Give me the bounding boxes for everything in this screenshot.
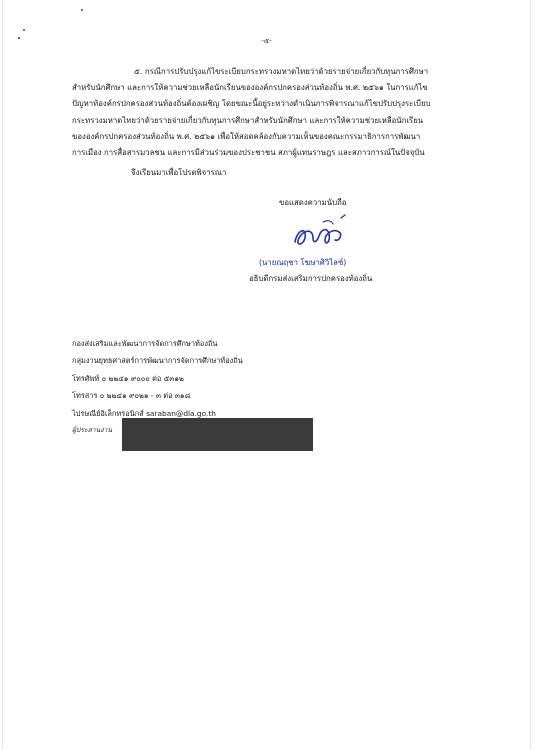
page-right-edge	[530, 0, 531, 750]
paragraph-line: ขององค์กรปกครองส่วนท้องถิ่น พ.ศ. ๒๕๖๑ เพื่อให้สอดคล้องกับความเห็นของคณะกรรมาธิการการพัฒนา	[72, 131, 421, 141]
paragraph-line: สำหรับนักศึกษา และการให้ความช่วยเหลือนักเรียนขององค์กรปกครองส่วนท้องถิ่น พ.ศ. ๒๕๖๑ ในการแก้ไข	[72, 83, 428, 93]
signer-name: (นายณฤชา โฆษาศิวิไลซ์)	[259, 258, 347, 267]
paragraph-line: การเมือง การสื่อสารมวลชน และการมีส่วนร่วมของประชาชน สภาผู้แทนราษฎร และสภาวการณ์ในปัจจุบัน	[72, 148, 425, 158]
contact-division: กองส่งเสริมและพัฒนาการจัดการศึกษาท้องถิ่น	[72, 339, 218, 348]
paragraph-line: ๕. กรณีการปรับปรุงแก้ไขระเบียบกระทรวงมหาดไทยว่าด้วยรายจ่ายเกี่ยวกับทุนการศึกษา	[134, 67, 429, 76]
page-number: -๕-	[261, 37, 272, 45]
contact-fax: โทรสาร ๐ ๒๒๔๑ ๙๐๒๑ - ๓ ต่อ ๓๑๘	[72, 391, 191, 401]
paragraph-line: กระทรวงมหาดไทยว่าด้วยรายจ่ายเกี่ยวกับทุนการศึกษาสำหรับนักศึกษา และการให้ความช่วยเหลือนักเรียน	[72, 115, 424, 125]
handwritten-signature	[287, 212, 357, 252]
scan-speck	[23, 29, 25, 31]
redaction-box	[122, 418, 313, 451]
body-paragraph	[72, 64, 488, 161]
contact-officer-label: ผู้ประสานงาน	[72, 426, 112, 435]
signer-title: อธิบดีกรมส่งเสริมการปกครองท้องถิ่น	[249, 274, 373, 283]
contact-email: ไปรษณีย์อิเล็กทรอนิกส์ saraban@dla.go.th	[72, 408, 216, 418]
respect-line: ขอแสดงความนับถือ	[279, 198, 347, 207]
closing-line: จึงเรียนมาเพื่อโปรดพิจารณา	[131, 168, 227, 177]
contact-phone: โทรศัพท์ ๐ ๒๒๔๑ ๙๐๐๐ ต่อ ๕๓๑๒	[72, 373, 184, 383]
contact-group: กลุ่มงานยุทธศาสตร์การพัฒนาการจัดการศึกษาท้องถิ่น	[72, 356, 243, 366]
paragraph-line: ปัญหาท้องค์กรปกครองส่วนท้องถิ่นต้องเผชิญ โดยขณะนี้อยู่ระหว่างดำเนินการพิจารณาแก้ไขปรับปรุงระเบียบ	[72, 99, 431, 109]
page-left-edge	[2, 0, 3, 750]
scan-speck	[81, 9, 83, 11]
